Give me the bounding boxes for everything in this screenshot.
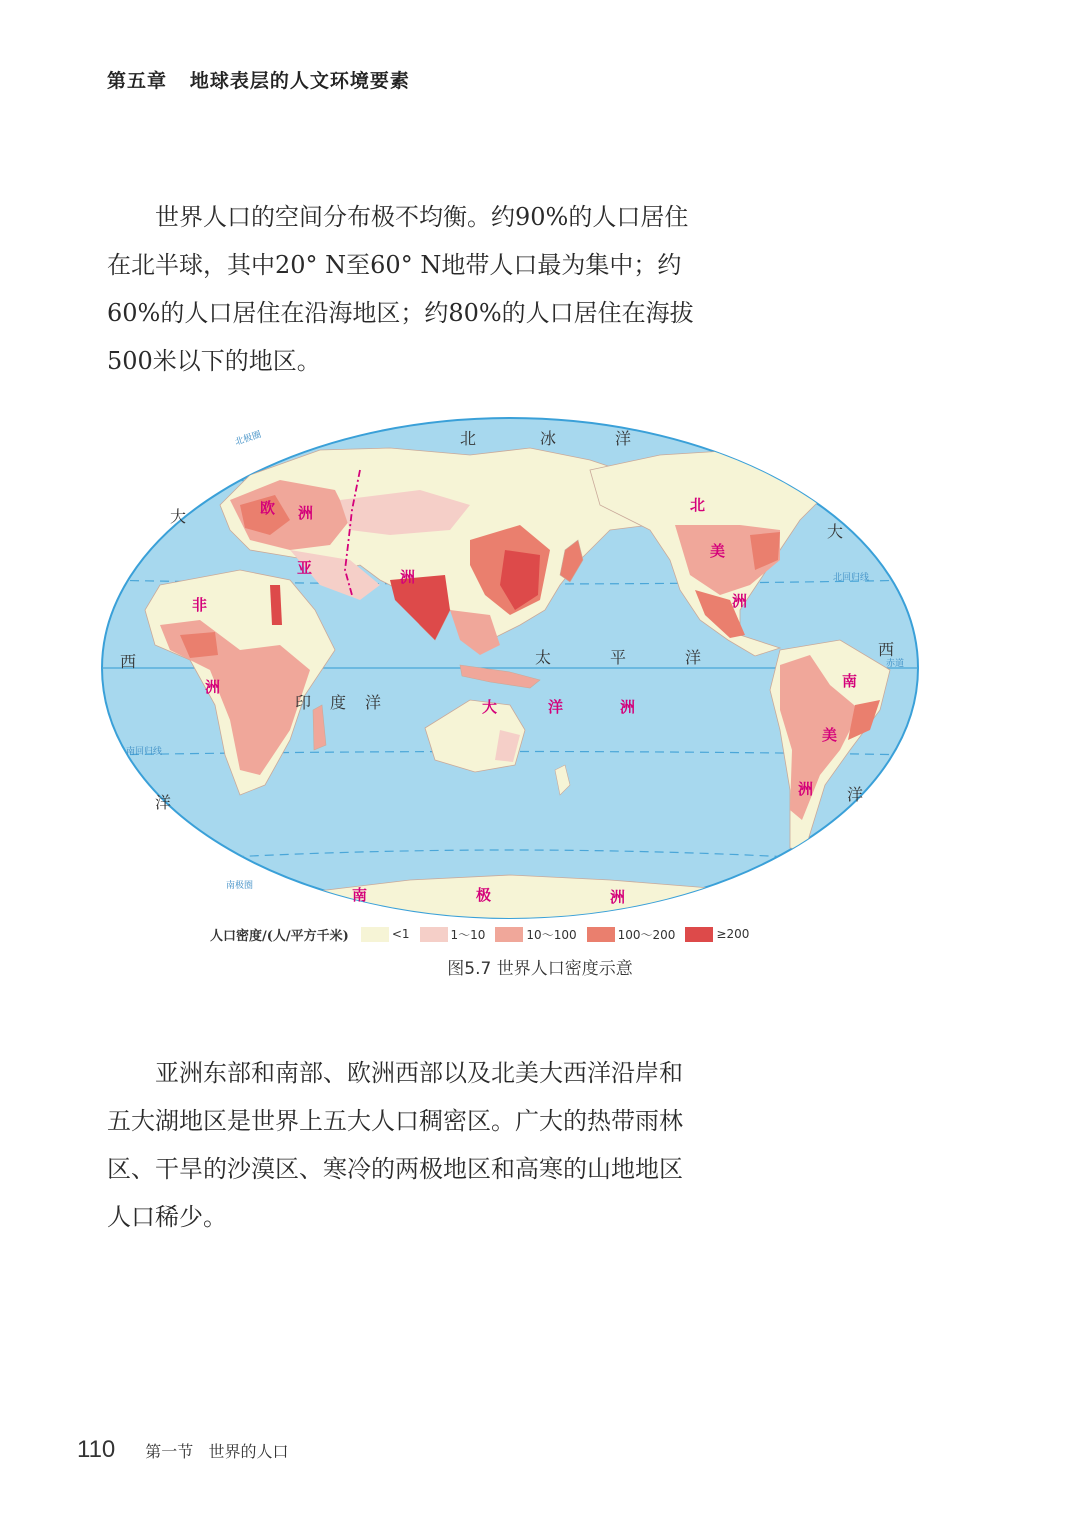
south-america-label-2: 美	[822, 726, 838, 744]
africa-label-2: 洲	[205, 678, 221, 696]
pacific-ocean-label-3: 洋	[685, 648, 702, 667]
north-america-label-2: 美	[710, 542, 726, 560]
arctic-circle-label: 北极圈	[233, 429, 263, 448]
legend-item-100-200	[587, 926, 676, 943]
atlantic-right-label-1: 大	[827, 522, 844, 541]
legend-item-10-100	[495, 926, 576, 943]
figure-caption: 图5.7 世界人口密度示意	[447, 959, 633, 979]
africa-label-1: 非	[192, 596, 208, 614]
oceania-label-1: 大	[482, 698, 498, 716]
greenland-land	[770, 432, 880, 490]
nile-dense	[270, 585, 282, 625]
map-svg	[90, 410, 930, 920]
arctic-ocean-label-3: 洋	[615, 429, 632, 448]
chapter-number: 第五章	[107, 70, 168, 92]
asia-label-2: 洲	[400, 568, 416, 586]
footer-section-title: 第一节 世界的人口	[145, 1442, 289, 1461]
tropic-cancer-label: 北回归线	[833, 573, 870, 583]
antarctica-label-1: 南	[352, 886, 368, 904]
legend-label: 1～10	[450, 927, 486, 942]
arctic-ocean-label-1: 北	[460, 429, 477, 448]
tropic-capricorn-label: 南回归线	[126, 747, 163, 757]
atlantic-left-label-1: 大	[170, 507, 187, 526]
antarctica-label-3: 洲	[610, 888, 626, 906]
atlantic-left-label-2: 西	[120, 652, 137, 671]
equator-label: 赤道	[886, 659, 905, 669]
page-footer	[77, 1436, 289, 1464]
legend-label: <1	[391, 927, 410, 941]
pacific-ocean-label-1: 太	[535, 648, 552, 667]
legend-item-1-10	[420, 926, 486, 943]
europe-label-1: 欧	[260, 499, 276, 517]
asia-label-1: 亚	[297, 559, 313, 577]
legend-swatch	[685, 927, 713, 942]
legend-item-lt1	[361, 927, 410, 942]
north-america-label-1: 北	[690, 496, 706, 514]
south-america-label-3: 洲	[798, 780, 814, 798]
indian-ocean-label-3: 洋	[365, 693, 382, 712]
legend-swatch	[495, 927, 523, 942]
legend-title: 人口密度/(人/平方千米)	[210, 928, 349, 944]
atlantic-right-label-2: 西	[878, 640, 895, 659]
legend-swatch	[361, 927, 389, 942]
paragraph-dense-regions: 亚洲东部和南部、欧洲西部以及北美大西洋沿岸和五大湖地区是世界上五大人口稠密区。广大的热带雨林区、干旱的沙漠区、寒冷的两极地区和高寒的山地地区人口稀少。	[107, 1059, 683, 1231]
arctic-ocean-label-2: 冰	[540, 429, 557, 448]
legend-label: 10～100	[526, 927, 577, 942]
world-population-density-map	[90, 410, 930, 920]
indian-ocean-label-1: 印	[295, 693, 312, 712]
atlantic-left-label-3: 洋	[155, 793, 172, 812]
north-america-label-3: 洲	[732, 592, 748, 610]
chapter-title: 地球表层的人文环境要素	[189, 70, 410, 92]
paragraph-distribution: 世界人口的空间分布极不均衡。约90%的人口居住在北半球，其中20° N至60° N地带人口最为集中；约60%的人口居住在沿海地区；约80%的人口居住在海拔500米以下的地区。	[107, 203, 694, 375]
page-number: 110	[77, 1436, 116, 1463]
legend-swatch	[587, 927, 615, 942]
antarctic-circle-label: 南极圈	[226, 881, 254, 891]
oceania-label-2: 洋	[548, 698, 564, 716]
oceania-label-3: 洲	[620, 698, 636, 716]
indian-ocean-label-2: 度	[330, 693, 347, 712]
chapter-header	[107, 66, 410, 93]
pacific-ocean-label-2: 平	[610, 648, 627, 667]
europe-label-2: 洲	[298, 504, 314, 522]
map-legend	[210, 922, 759, 946]
legend-item-gte200	[685, 927, 749, 942]
legend-label: 100～200	[617, 927, 676, 942]
south-america-label-1: 南	[842, 672, 858, 690]
legend-label: ≥200	[716, 927, 750, 941]
antarctica-label-2: 极	[476, 886, 492, 904]
atlantic-right-label-3: 洋	[847, 785, 864, 804]
legend-swatch	[420, 927, 448, 942]
